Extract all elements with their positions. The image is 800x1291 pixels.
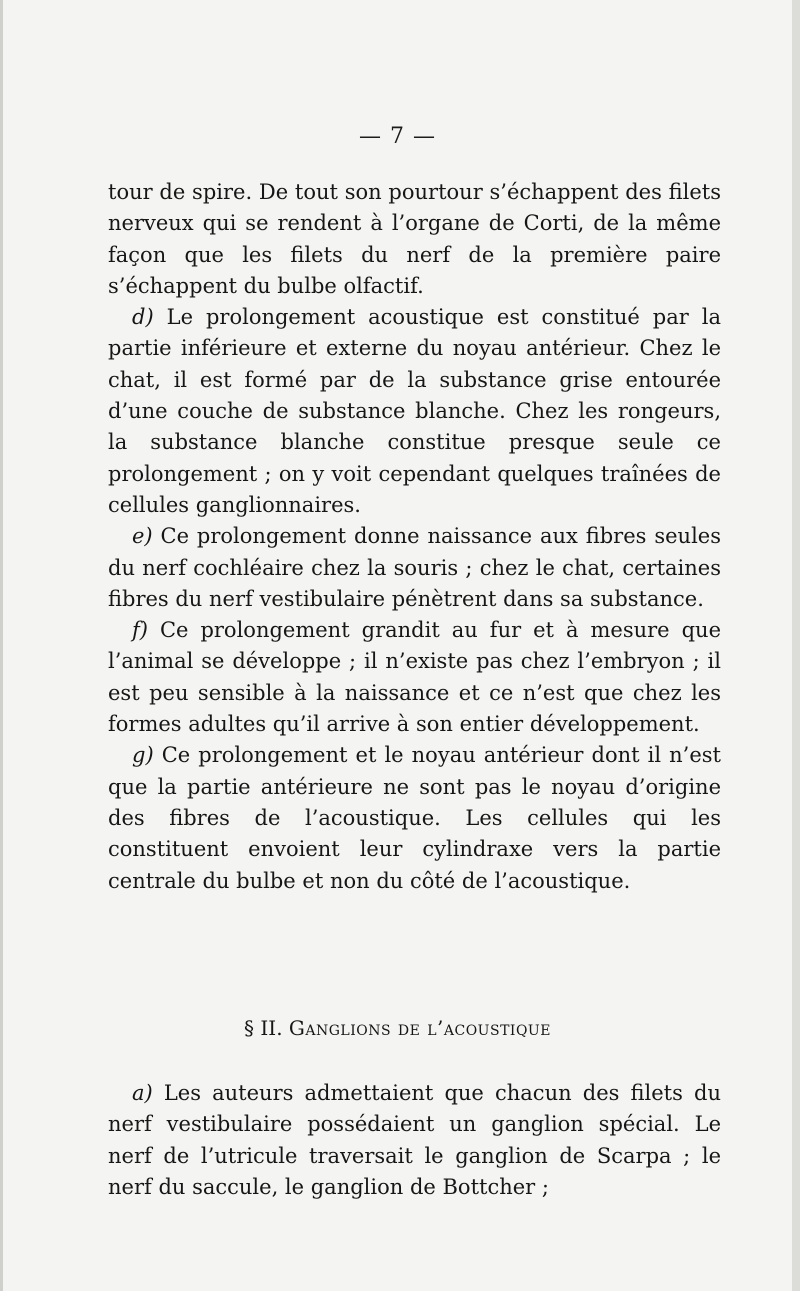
section-title: Ganglions de l’acoustique — [288, 1016, 551, 1040]
paragraph-text: Les auteurs admettaient que chacun des filets du nerf vestibulaire possédaient un ganglion spécial. Le nerf de l’utricule traversait le ganglion de Scarpa ; le nerf du saccule, le ganglion de Bottcher ; — [108, 1081, 721, 1199]
paragraph-letter: g) — [132, 743, 154, 768]
paragraph-f — [108, 615, 721, 740]
paragraph-a — [108, 1078, 721, 1203]
paragraph-letter: e) — [132, 524, 153, 549]
paragraph-d — [108, 302, 721, 521]
paragraph-text: Ce prolongement et le noyau antérieur dont il n’est que la partie antérieure ne sont pas le noyau d’origine des fibres de l’acoustique. Les cellules qui les constituent envoient leur cylindraxe vers la partie centrale du bulbe et non du côté de l’acoustique. — [108, 743, 721, 893]
paragraph-g — [108, 740, 721, 896]
section-number: § II. — [244, 1016, 283, 1040]
paragraph-continuation — [108, 177, 721, 302]
paragraph-letter: f) — [132, 618, 148, 643]
paragraph-letter: a) — [132, 1081, 153, 1105]
section-heading — [3, 1016, 792, 1040]
page-number: — 7 — — [359, 124, 436, 149]
body-text — [108, 177, 721, 897]
paragraph-text: Ce prolongement grandit au fur et à mesure que l’animal se développe ; il n’existe pas chez l’embryon ; il est peu sensible à la naissance et ce n’est que chez les formes adultes qu’il arrive à son entier développement. — [108, 618, 721, 737]
section-body-text — [108, 1078, 721, 1203]
paragraph-letter: d) — [132, 305, 154, 330]
paragraph-text: Le prolongement acoustique est constitué par la partie inférieure et externe du noyau antérieur. Chez le chat, il est formé par de la substance grise entourée d’une couche de substance blanche. Chez les rongeurs, la substance blanche constitue presque seule ce prolongement ; on y voit cependant quelques traînées de cellules ganglionnaires. — [108, 305, 721, 517]
paragraph-e — [108, 521, 721, 615]
paragraph-text: Ce prolongement donne naissance aux fibres seules du nerf cochléaire chez la souris ; chez le chat, certaines fibres du nerf vestibulaire pénètrent dans sa substance. — [108, 524, 721, 611]
paragraph-text: tour de spire. De tout son pourtour s’échappent des filets nerveux qui se rendent à l’organe de Corti, de la même façon que les filets du nerf de la première paire s’échappent du bulbe olfactif. — [108, 180, 721, 298]
